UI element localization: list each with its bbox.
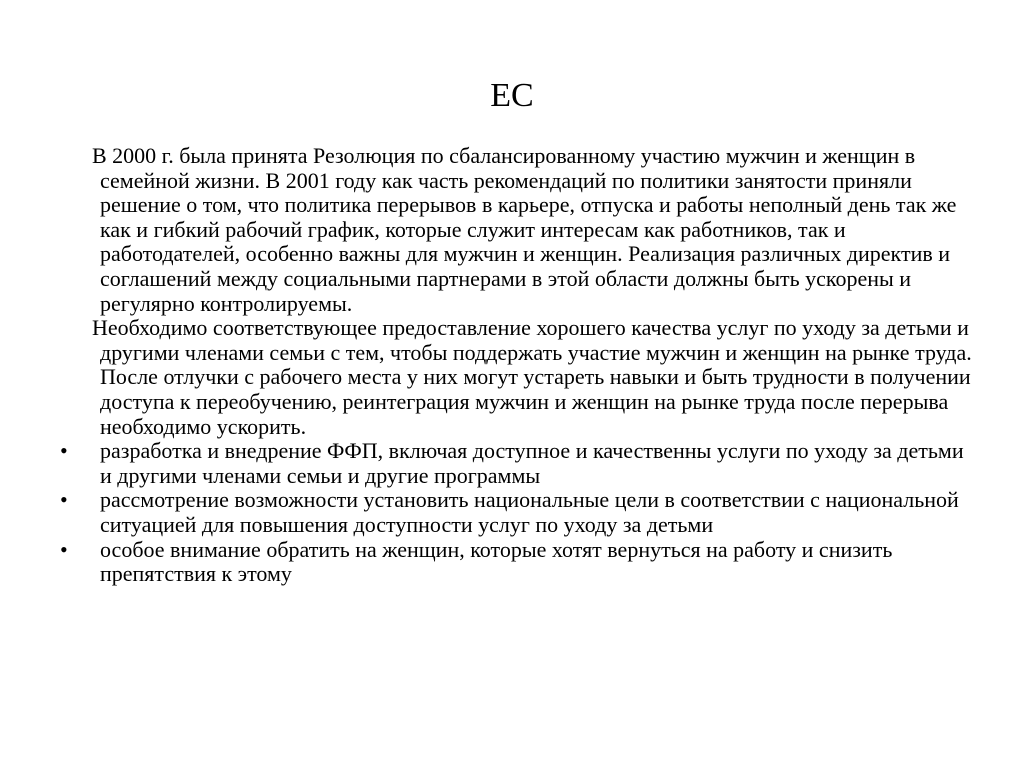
bullet-item [56,538,976,587]
paragraph-childcare-services: Необходимо соответствующее предоставление хорошего качества услуг по уходу за детьми и другими членами семьи с тем, чтобы поддержать участие мужчин и женщин на рынке труда. После отлучки с рабочего места у них могут устареть навыки и быть трудности в получении доступа к переобучению, реинтеграция мужчин и женщин на рынке труда после перерыва необходимо ускорить. [92,315,972,439]
bullet-text: особое внимание обратить на женщин, которые хотят вернуться на работу и снизить препятствия к этому [100,536,893,587]
bullet-icon: • [60,487,68,513]
slide-title: ЕС [490,77,534,114]
paragraph-resolution: В 2000 г. была принята Резолюция по сбалансированному участию мужчин и женщин в семейной жизни. В 2001 году как часть рекомендаций по политики занятости приняли решение о том, что политика перерывов в карьере, отпуска и работы неполный день так же как и гибкий рабочий график, которые служит интересам как работников, так и работодателей, особенно важны для мужчин и женщин. Реализация различных директив и соглашений между социальными партнерами в этой области должны быть ускорены и регулярно контролируемы. [92,143,957,316]
bullet-text: рассмотрение возможности установить национальные цели в соответствии с национальной ситуацией для повышения доступности услуг по уходу за детьми [100,487,959,537]
bullet-item [56,439,976,488]
slide-body [56,144,976,587]
bullet-icon: • [60,438,68,464]
bullet-icon: • [60,536,68,562]
bullet-text: разработка и внедрение ФФП, включая доступное и качественны услуги по уходу за детьми и другими членами семьи и другие программы [100,438,964,488]
bullet-item [56,488,976,537]
